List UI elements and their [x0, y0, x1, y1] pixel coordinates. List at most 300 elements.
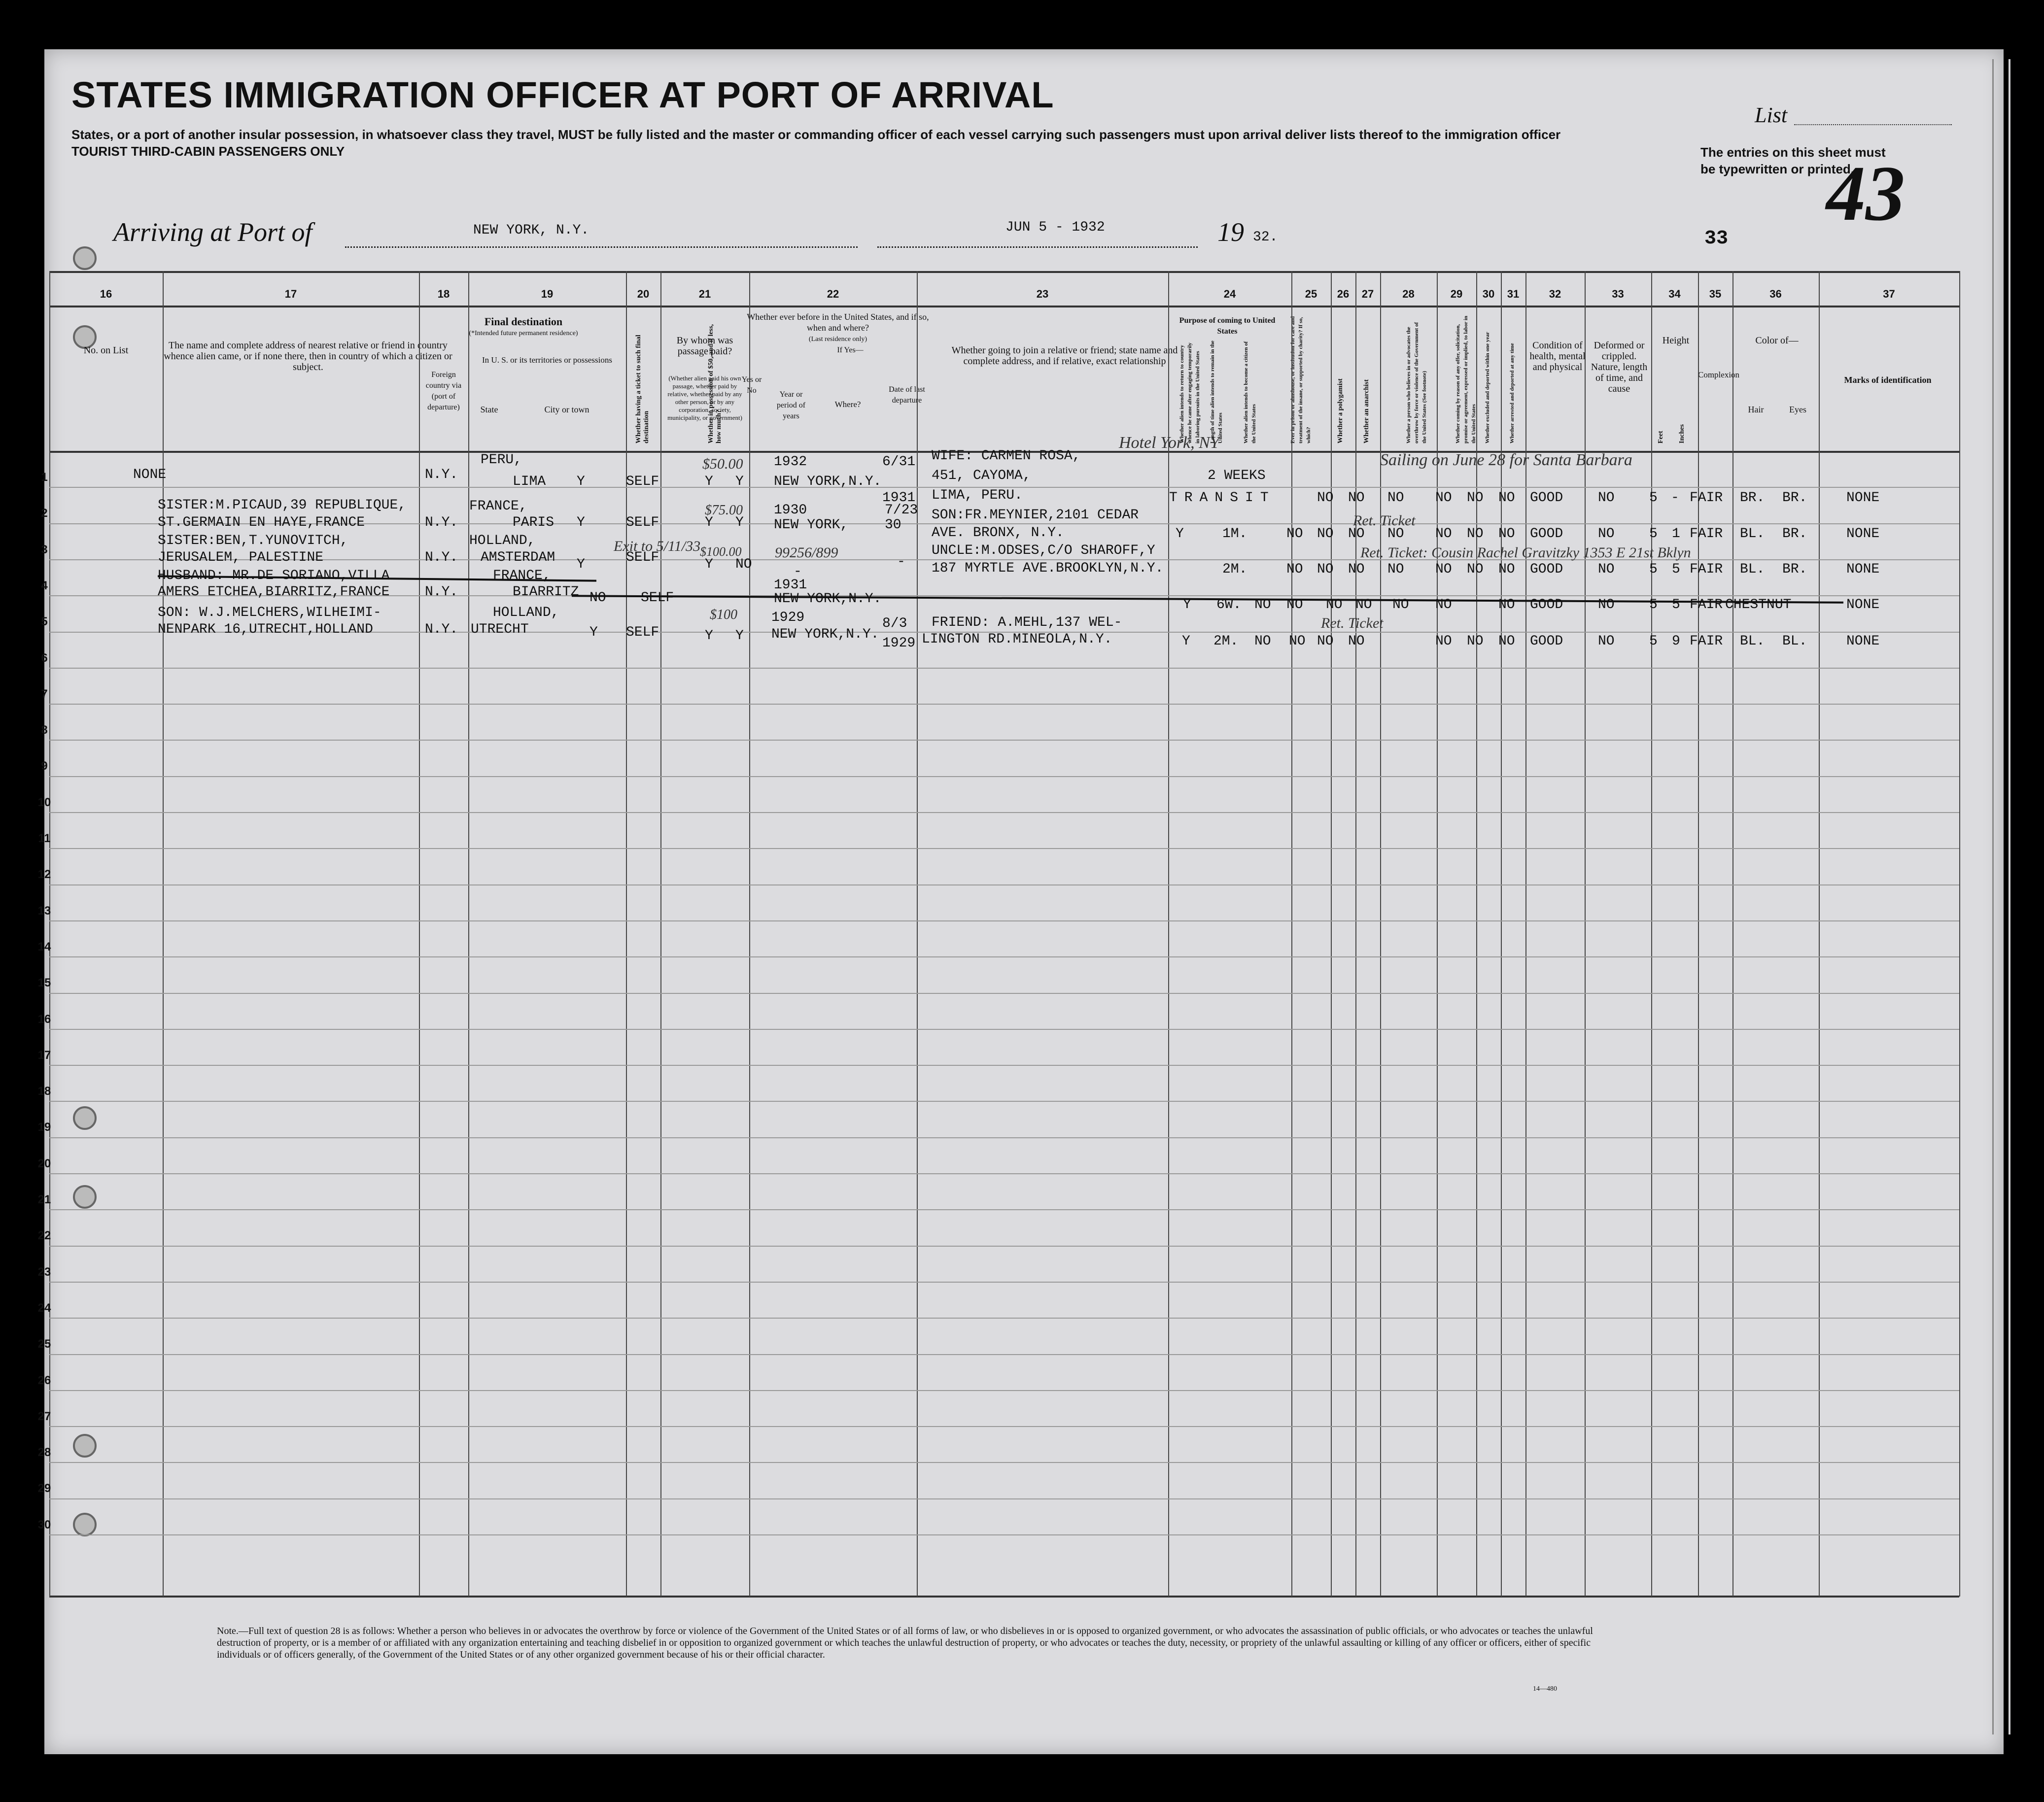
- col24-header: Purpose of coming to United States: [1179, 316, 1276, 336]
- row-number: 5: [41, 615, 48, 629]
- row3-marks: NONE: [1846, 562, 1880, 577]
- row4-purpose2: 6W.: [1216, 597, 1242, 612]
- page-edge: [1992, 59, 2010, 1734]
- row5-deformed: NO: [1598, 634, 1615, 649]
- row-number: 13: [37, 904, 51, 918]
- column-number: 29: [1450, 288, 1463, 300]
- row1-deformed: NO: [1598, 490, 1615, 506]
- row2-join1: SON:FR.MEYNIER,2101 CEDAR: [932, 508, 1139, 523]
- row2-q31: NO: [1498, 526, 1515, 542]
- handwritten-money: $50.00: [702, 456, 743, 472]
- row2-q30: NO: [1467, 526, 1484, 542]
- row1-ticket: Y: [577, 474, 585, 489]
- row4-state: FRANCE,: [493, 568, 551, 583]
- row-number: 28: [37, 1446, 51, 1460]
- entries-note-line2: be typewritten or printed.: [1700, 162, 1855, 176]
- row2-date2: 30: [885, 517, 901, 533]
- row2-complexion: FAIR: [1690, 526, 1723, 542]
- row3-q31: NO: [1498, 562, 1515, 577]
- row4-q26: NO: [1286, 597, 1303, 612]
- row1-q29: NO: [1435, 490, 1452, 506]
- col34-header: Height: [1662, 335, 1690, 346]
- column-number: 21: [698, 288, 711, 300]
- row-line: [49, 776, 1959, 777]
- row5-complexion: FAIR: [1690, 634, 1723, 649]
- row1-eyes: BR.: [1782, 490, 1807, 506]
- row4-hair: CHESTNUT: [1725, 597, 1792, 612]
- row4-health: GOOD: [1530, 597, 1563, 612]
- col25-header: Ever in prison or almshouse, or institution for care and treatment of the insane, or supported by charity? If so, which?: [1290, 316, 1312, 443]
- row1-join2: 451, CAYOMA,: [932, 468, 1031, 483]
- col27-header: Whether an anarchist: [1363, 379, 1370, 443]
- row2-date: 7/23: [885, 503, 918, 518]
- column-divider: [468, 271, 469, 1597]
- table-top-border: [49, 271, 1959, 273]
- handwritten-note: Sailing on June 28 for Santa Barbara: [1380, 451, 1632, 469]
- port-value: NEW YORK, N.Y.: [473, 223, 589, 238]
- row4-q27: NO: [1326, 597, 1343, 612]
- row4-purpose1: Y: [1183, 597, 1191, 612]
- row-number: 3: [41, 543, 48, 556]
- row3-relative2: JERUSALEM, PALESTINE: [158, 550, 324, 565]
- row1-date: 6/31: [882, 454, 916, 470]
- handwritten-note: Hotel York, NY: [1119, 434, 1219, 452]
- column-number: 32: [1549, 288, 1561, 300]
- row4-q28: NO: [1355, 597, 1372, 612]
- col18-foreign: Foreign country via (port of departure): [425, 371, 462, 411]
- row-line: [49, 1318, 1959, 1319]
- row-number: 8: [41, 723, 48, 737]
- port-line: [345, 246, 858, 248]
- row-number: 9: [41, 759, 48, 773]
- row-number: 27: [37, 1409, 51, 1423]
- row-number: 6: [41, 651, 48, 665]
- row5-feet: 5: [1649, 634, 1658, 649]
- row5-inches: 9: [1672, 634, 1680, 649]
- row2-q26: NO: [1317, 526, 1334, 542]
- row5-purpose1: Y: [1182, 634, 1190, 649]
- row2-health: GOOD: [1530, 526, 1563, 542]
- row1-purpose2: TRANSIT: [1169, 490, 1276, 506]
- row3-year: -: [794, 564, 802, 579]
- row-line: [49, 1534, 1959, 1535]
- col24-c: Whether alien intends to become a citizen of the United States: [1243, 341, 1257, 443]
- column-number: 17: [284, 288, 297, 300]
- list-label: List: [1755, 103, 1788, 127]
- row1-q30: NO: [1467, 490, 1484, 506]
- row1-q25: NO: [1317, 490, 1334, 506]
- col18-subtitle: (*Intended future permanent residence): [469, 330, 578, 337]
- column-divider: [626, 271, 627, 1597]
- row1-state: PERU,: [481, 452, 522, 468]
- row-number: 21: [37, 1193, 51, 1206]
- column-divider: [749, 271, 750, 1597]
- col20-subheader: (Whether alien paid his own passage, whether paid by relative, whether paid by any other person, or by any corporation, society, municipality, or government): [667, 374, 742, 421]
- arriving-label: Arriving at Port of: [113, 217, 312, 247]
- row4-relative1: HUSBAND: MR.DE SORIANO,VILLA: [158, 568, 390, 583]
- column-divider: [49, 271, 50, 1597]
- col21-header: Whether in possession of $50, and if less, how much?: [707, 324, 723, 443]
- handwritten-note: Ret. Ticket: [1353, 512, 1416, 529]
- col24-b: Length of time alien intends to remain in the United States: [1210, 340, 1223, 443]
- column-number: 18: [437, 288, 450, 300]
- row4-feet: 5: [1649, 597, 1658, 612]
- row-number: 4: [41, 578, 48, 592]
- row5-foreign-via: N.Y.: [425, 622, 458, 637]
- column-divider: [1501, 271, 1502, 1597]
- row-number: 29: [37, 1482, 51, 1496]
- col22-yesno: Yes or No: [741, 375, 762, 395]
- row5-q28: NO: [1348, 634, 1365, 649]
- row3-city: AMSTERDAM: [481, 550, 555, 565]
- row-number: 2: [41, 507, 48, 520]
- row5-eyes: BL.: [1782, 634, 1807, 649]
- row5-health: GOOD: [1530, 634, 1563, 649]
- col18-us: In U. S. or its territories or possessions: [482, 355, 612, 365]
- col19-header: Whether having a ticket to such final destination: [635, 335, 650, 443]
- row2-q27: NO: [1348, 526, 1365, 542]
- column-number: 22: [827, 288, 839, 300]
- row5-marks: NONE: [1846, 634, 1880, 649]
- row-number: 7: [41, 687, 48, 701]
- row-line: [49, 884, 1959, 885]
- row5-q31: NO: [1498, 634, 1515, 649]
- row3-date: -: [897, 554, 905, 570]
- row1-relative: NONE: [133, 467, 167, 482]
- column-divider: [1959, 271, 1960, 1597]
- column-divider: [1331, 271, 1332, 1597]
- col22-ifyes: If Yes—: [837, 346, 864, 354]
- row2-paid-by: SELF: [626, 515, 659, 530]
- row1-complexion: FAIR: [1690, 490, 1723, 506]
- row4-paid-by: SELF: [641, 590, 674, 606]
- row3-relative1: SISTER:BEN,T.YUNOVITCH,: [158, 533, 348, 548]
- column-divider: [1291, 271, 1292, 1597]
- row1-date2: 1931: [882, 490, 916, 506]
- row4-deformed: NO: [1598, 597, 1615, 612]
- row1-year: 1932: [774, 454, 807, 470]
- row2-city: PARIS: [513, 515, 554, 530]
- col20-header: By whom was passage paid?: [676, 335, 733, 357]
- column-number: 23: [1036, 288, 1049, 300]
- col17-header: The name and complete address of nearest relative or friend in country whence alien came, or if none there, then in country of which a citizen or subject.: [164, 340, 452, 373]
- row-number: 18: [37, 1085, 51, 1098]
- row5-date: 8/3: [882, 616, 907, 631]
- row3-complexion: FAIR: [1690, 562, 1723, 577]
- row-number: 17: [37, 1048, 51, 1062]
- row4-where: NEW YORK,N.Y.: [774, 591, 882, 607]
- column-number: 24: [1223, 288, 1236, 300]
- col31-header: Whether arrested and deported at any time: [1509, 343, 1515, 443]
- row-line: [49, 812, 1959, 813]
- column-number: 31: [1507, 288, 1520, 300]
- table-bottom-border: [49, 1596, 1959, 1598]
- row-line: [49, 1426, 1959, 1427]
- list-underline: [1794, 124, 1952, 125]
- column-divider: [917, 271, 918, 1597]
- col26-header: Whether a polygamist: [1337, 378, 1344, 443]
- row5-year: 1929: [771, 610, 805, 625]
- row4-q30: NO: [1435, 597, 1452, 612]
- col23-header: Whether going to join a relative or friend; state name and complete address, and if relative, exact relationship: [951, 345, 1178, 367]
- column-divider: [1380, 271, 1381, 1597]
- row2-eyes: BR.: [1782, 526, 1807, 542]
- passenger-class: TOURIST THIRD-CABIN PASSENGERS ONLY: [71, 144, 345, 159]
- col16-header: No. on List: [83, 345, 129, 356]
- row-line: [49, 1246, 1959, 1247]
- row-number: 1: [41, 471, 48, 484]
- row5-where: NEW YORK,N.Y.: [771, 627, 879, 642]
- row1-health: GOOD: [1530, 490, 1563, 506]
- col34-inches: Inches: [1678, 424, 1686, 443]
- row-number: 12: [37, 868, 51, 882]
- column-number: 30: [1482, 288, 1495, 300]
- col32-header: Condition of health, mental and physical: [1529, 340, 1586, 373]
- row1-where: NEW YORK,N.Y.: [774, 474, 882, 489]
- col22-where: Where?: [834, 400, 861, 409]
- row-line: [49, 1498, 1959, 1499]
- row5-relative2: NENPARK 16,UTRECHT,HOLLAND: [158, 622, 373, 637]
- row4-marks: NONE: [1846, 597, 1880, 612]
- row2-join2: AVE. BRONX, N.Y.: [932, 525, 1064, 541]
- row-line: [49, 1173, 1959, 1174]
- header-divider: [49, 306, 1959, 307]
- row3-health: GOOD: [1530, 562, 1563, 577]
- row2-ticket: Y: [577, 515, 585, 530]
- row1-q28: NO: [1387, 490, 1404, 506]
- row2-purpose2: 1M.: [1222, 526, 1247, 542]
- col30-header: Whether excluded and deported within one year: [1485, 332, 1490, 443]
- row1-paid-by: SELF: [626, 474, 659, 489]
- column-divider: [1476, 271, 1477, 1597]
- row2-state: FRANCE,: [469, 499, 527, 514]
- row-number: 14: [37, 940, 51, 953]
- row-line: [49, 848, 1959, 849]
- year-prefix: 19: [1217, 217, 1244, 247]
- row5-q26: NO: [1289, 634, 1306, 649]
- row-line: [49, 1390, 1959, 1391]
- row1-foreign-via: N.Y.: [425, 467, 458, 482]
- column-divider: [1168, 271, 1169, 1597]
- row-number: 24: [37, 1301, 51, 1315]
- row4-ticket: NO: [589, 590, 606, 606]
- row-line: [49, 1065, 1959, 1066]
- col22-subtitle: (Last residence only): [808, 336, 867, 343]
- year-suffix: 32.: [1253, 230, 1278, 245]
- row5-before: Y: [735, 628, 744, 644]
- handwritten-money: $100: [710, 607, 737, 622]
- header-instructions: States, or a port of another insular possession, in whatsoever class they travel, MUST be fully listed and the master or commanding officer of each vessel carrying such passengers must upon arrival deliver lists thereof to the immigration officer: [71, 127, 1561, 142]
- row5-join1: FRIEND: A.MEHL,137 WEL-: [932, 615, 1122, 630]
- row-number: 20: [37, 1156, 51, 1170]
- row5-state: HOLLAND,: [493, 605, 559, 620]
- row-number: 15: [37, 976, 51, 990]
- row-number: 22: [37, 1229, 51, 1243]
- row2-q25: NO: [1286, 526, 1303, 542]
- row1-feet: 5: [1649, 490, 1658, 506]
- row3-join1: UNCLE:M.ODSES,C/O SHAROFF,Y: [932, 543, 1155, 558]
- row5-date2: 1929: [882, 636, 916, 651]
- row1-q31: NO: [1498, 490, 1515, 506]
- row3-before: NO: [735, 557, 752, 572]
- column-divider: [1732, 271, 1733, 1597]
- handwritten-money: $75.00: [705, 503, 743, 518]
- row3-q25: NO: [1286, 562, 1303, 577]
- column-number: 20: [637, 288, 650, 300]
- col35-header: Complexion: [1698, 370, 1740, 379]
- handwritten-money: $100.00: [700, 544, 742, 559]
- row5-city: UTRECHT: [471, 622, 529, 637]
- row3-feet: 5: [1649, 562, 1658, 577]
- row2-relative1: SISTER:M.PICAUD,39 REPUBLIQUE,: [158, 498, 407, 513]
- col28-header: Whether a person who believes in or advocates the overthrow by force or violence of the Government of the United States (See footnote): [1406, 322, 1427, 443]
- column-number: 25: [1305, 288, 1317, 300]
- row3-join2: 187 MYRTLE AVE.BROOKLYN,N.Y.: [932, 561, 1164, 576]
- row5-hair: BL.: [1740, 634, 1765, 649]
- row1-q26: NO: [1348, 490, 1365, 506]
- row5-join2: LINGTON RD.MINEOLA,N.Y.: [922, 632, 1112, 647]
- column-divider: [1651, 271, 1652, 1597]
- col22-title: Whether ever before in the United States, and if so, when and where?: [747, 312, 929, 333]
- row2-q28: NO: [1387, 526, 1404, 542]
- row-number: 10: [37, 795, 51, 809]
- column-divider: [1698, 271, 1699, 1597]
- row5-purpose2: 2M.: [1213, 634, 1239, 649]
- row2-marks: NONE: [1846, 526, 1880, 542]
- date-stamp: JUN 5 - 1932: [1005, 220, 1105, 235]
- row4-foreign-via: N.Y.: [425, 584, 458, 600]
- row3-q26: NO: [1317, 562, 1334, 577]
- row1-hair: BR.: [1740, 490, 1765, 506]
- column-number: 33: [1612, 288, 1624, 300]
- col36-eyes: Eyes: [1789, 405, 1806, 414]
- row3-inches: 5: [1672, 562, 1680, 577]
- row5-ticket: Y: [589, 625, 598, 640]
- col24-a: Whether alien intends to return to country whence he came after engaging temporarily in laboring pursuits in the United States: [1179, 342, 1201, 443]
- column-number: 19: [541, 288, 554, 300]
- row-line: [49, 1137, 1959, 1138]
- handwritten-note: Ret. Ticket: [1321, 615, 1384, 631]
- row3-deformed: NO: [1598, 562, 1615, 577]
- handwritten-note: Ret. Ticket: Cousin Rachel Gravitzky 1353 E 21st Bklyn: [1360, 544, 1691, 561]
- col33-header: Deformed or crippled. Nature, length of time, and cause: [1591, 340, 1648, 394]
- row-line: [49, 956, 1959, 957]
- handwritten-note: Exit to 5/11/33: [614, 538, 701, 554]
- col37-header: Marks of identification: [1844, 375, 1932, 385]
- col36-header: Color of—: [1755, 335, 1799, 346]
- row-line: [49, 1462, 1959, 1463]
- row3-hair: BL.: [1740, 562, 1765, 577]
- row3-q28: NO: [1387, 562, 1404, 577]
- column-number: 26: [1337, 288, 1350, 300]
- row2-deformed: NO: [1598, 526, 1615, 542]
- footnote: Note.—Full text of question 28 is as follows: Whether a person who believes in or advocates the overthrow by force or violence of the Government of the United States or of all forms of law, or who disbelieves in or is opposed to organized government, or who advocates the assassination of public officials, or who advocates or teaches the unlawful destruction of property, or is a member of or affiliated with any organization entertaining and teaching disbelief in or opposition to organized government or which teaches the unlawful destruction of property, or who advocates or teaches the duty, necessity, or propriety of the unlawful assaulting or killing of any officer or officers, either of specific individuals or of officers generally, of the Government of the United States or of any other organized government because of his or their official character.: [217, 1626, 1593, 1660]
- form-number: 14—480: [1533, 1685, 1557, 1693]
- row1-join1: WIFE: CARMEN ROSA,: [932, 448, 1081, 464]
- row2-foreign-via: N.Y.: [425, 515, 458, 530]
- row1-inches: -: [1671, 490, 1679, 506]
- row2-year: 1930: [774, 503, 807, 518]
- row-number: 30: [37, 1518, 51, 1531]
- column-divider: [1819, 271, 1820, 1597]
- col34-feet: Feet: [1657, 431, 1664, 443]
- row5-q25: NO: [1254, 634, 1271, 649]
- row3-purpose2: 2M.: [1222, 562, 1247, 577]
- row2-hair: BL.: [1740, 526, 1765, 542]
- row4-city: BIARRITZ: [513, 584, 579, 600]
- row-line: [49, 1354, 1959, 1355]
- col29-header: Whether coming by reason of any offer, solicitation, promise or agreement, expressed or implied, to labor in the United States: [1455, 315, 1477, 443]
- handwritten-note: 99256/899: [775, 544, 838, 561]
- row-line: [49, 993, 1959, 994]
- row3-q30: NO: [1467, 562, 1484, 577]
- row3-eyes: BR.: [1782, 562, 1807, 577]
- page-title: STATES IMMIGRATION OFFICER AT PORT OF ARRIVAL: [71, 74, 1054, 115]
- column-divider: [1585, 271, 1586, 1597]
- row-number: 16: [37, 1012, 51, 1026]
- column-divider: [660, 271, 661, 1597]
- row2-where: NEW YORK,: [774, 517, 849, 533]
- column-divider: [1525, 271, 1526, 1597]
- row3-q27: NO: [1348, 562, 1365, 577]
- row1-purpose1: 2 WEEKS: [1208, 468, 1266, 483]
- row-line: [49, 668, 1959, 669]
- row5-q30: NO: [1467, 634, 1484, 649]
- row1-city: LIMA: [513, 474, 546, 489]
- row2-inches: 1: [1672, 526, 1680, 542]
- row-number: 11: [38, 832, 51, 845]
- row4-relative2: AMERS ETCHEA,BIARRITZ,FRANCE: [158, 584, 390, 600]
- row3-foreign-via: N.Y.: [425, 550, 458, 565]
- row4-q25: NO: [1254, 597, 1271, 612]
- row1-marks: NONE: [1846, 490, 1880, 506]
- row3-money: Y: [705, 557, 713, 572]
- row2-purpose1: Y: [1176, 526, 1184, 542]
- row2-money: Y: [705, 515, 713, 530]
- column-number: 36: [1769, 288, 1782, 300]
- col18-title: Final destination: [484, 315, 563, 328]
- col18-city: City or town: [544, 405, 589, 414]
- row-line: [49, 1101, 1959, 1102]
- row3-state: HOLLAND,: [469, 533, 536, 548]
- row-number: 19: [37, 1121, 51, 1134]
- row3-ticket: Y: [577, 557, 585, 572]
- row-line: [49, 704, 1959, 705]
- column-divider: [1437, 271, 1438, 1597]
- page-number: 33: [1704, 228, 1729, 250]
- row5-q29: NO: [1435, 634, 1452, 649]
- row-number: 25: [37, 1337, 51, 1351]
- row-line: [49, 1282, 1959, 1283]
- row-line: [49, 1029, 1959, 1030]
- col36-hair: Hair: [1748, 405, 1764, 414]
- list-number: 43: [1826, 149, 1905, 237]
- row5-q27: NO: [1317, 634, 1334, 649]
- row-line: [49, 920, 1959, 921]
- row-number: 23: [37, 1265, 51, 1279]
- row4-q31: NO: [1498, 597, 1515, 612]
- column-number: 27: [1361, 288, 1374, 300]
- column-number: 28: [1402, 288, 1415, 300]
- row1-join3: LIMA, PERU.: [932, 488, 1023, 503]
- col18-state: State: [480, 405, 498, 414]
- row-number: 26: [37, 1373, 51, 1387]
- row5-relative1: SON: W.J.MELCHERS,WILHEIMI-: [158, 605, 381, 620]
- column-divider: [1355, 271, 1356, 1597]
- column-number: 16: [100, 288, 112, 300]
- row2-before: Y: [735, 515, 744, 530]
- column-number: 34: [1668, 288, 1681, 300]
